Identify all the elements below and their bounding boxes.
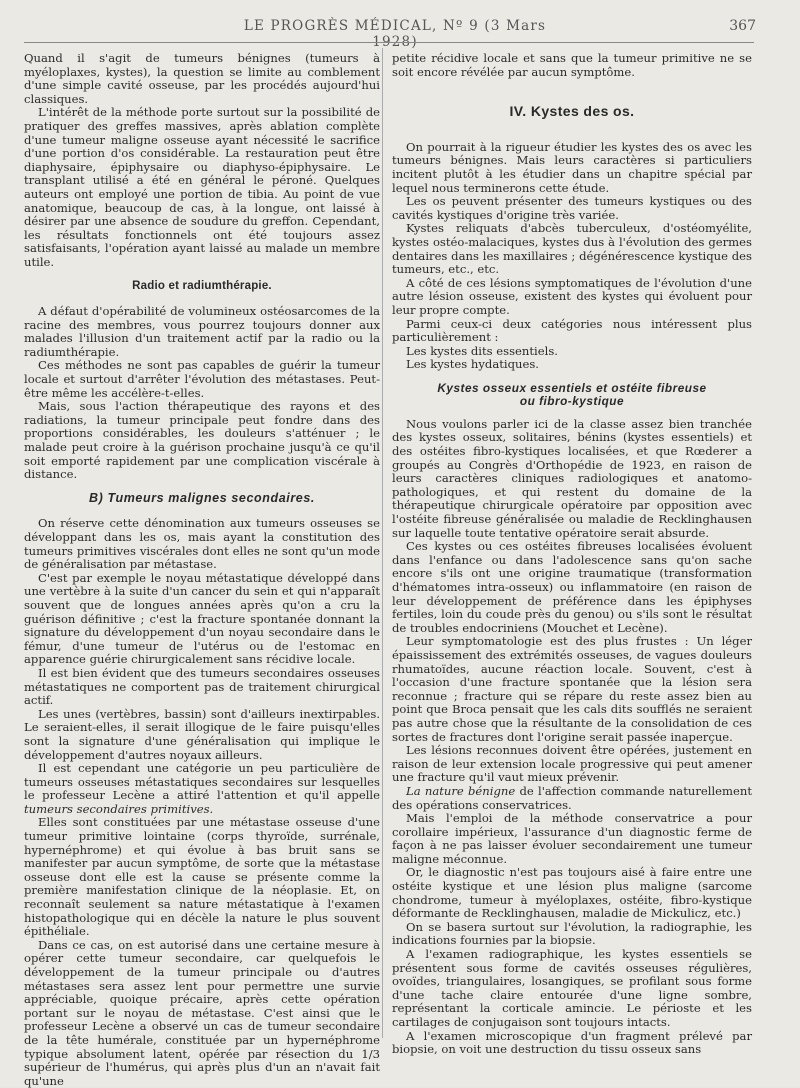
paragraph: A l'examen microscopique d'un fragment prélevé par biopsie, on voit une destruction du tissu osseux sans — [392, 1028, 752, 1057]
paragraph: Nous voulons parler ici de la classe assez bien tranchée des kystes osseux, solitaires, bénins (kystes essentiels) et des ostéites fibro-kystiques localisées, et que Rœderer a groupés au Congrès d'Orthopédie de 1923, en raison de leurs caractères cliniques radiologiques et anatomo-pathologiques, et qui restent du domaine de la thérapeutique chirurgicale opératoire par opposition avec l'ostéite fibreuse généralisée ou maladie de Recklinghausen sur laquelle toute tentative opératoire serait absurde. — [392, 416, 752, 540]
section-heading-bone-cysts: IV. Kystes des os. — [509, 103, 635, 120]
paragraph: Dans ce cas, on est autorisé dans une certaine mesure à opérer cette tumeur secondaire, car quelquefois le développement de la tumeur principale ou d'autres métastases sera assez lent pour permettre une survie appréciable, quoique précaire, après cette opération portant sur le noyau de métastase. C'est ainsi que le professeur Lecène a observé un cas de tumeur secondaire de la tête humérale, constituée par un hypernéphrome typique absolument latent, opérée par résection du 1/3 supérieur de l'humérus, qui après plus d'un an n'avait fait qu'une — [24, 937, 380, 1088]
paragraph: Kystes reliquats d'abcès tuberculeux, d'ostéomyélite, kystes ostéo-malaciques, kystes dus à l'évolution des germes dentaires dans les maxillaires ; dégénérescence kystique des tumeurs, etc., etc. — [392, 221, 752, 277]
paragraph: Leur symptomatologie est des plus frustes : Un léger épaississement des extrémités osseuses, de vagues douleurs rhumatoïdes, aucune réaction locale. Souvent, c'est à l'occasion d'une fracture spontanée que la lésion sera reconnue ; fracture qui se répare du reste assez bien au point que Broca pensait que les cals dits soufflés ne seraient pas autre chose que la résultante de la consolidation de ces sortes de fractures dont l'origine serait passée inaperçue. — [392, 634, 752, 744]
paragraph: On se basera surtout sur l'évolution, la radiographie, les indications fournies par la biopsie. — [392, 919, 752, 948]
paragraph-text: Il est cependant une catégorie un peu particulière de tumeurs osseuses métastatiques secondaires sur lesquelles le professeur Lecène a attiré l'attention et qu'il appelle — [24, 761, 380, 803]
column-divider — [382, 48, 383, 1038]
list-item: Les kystes dits essentiels. — [406, 343, 558, 358]
paragraph: Les unes (vertèbres, bassin) sont d'ailleurs inextirpables. Le seraient-elles, il serait illogique de le faire puisqu'elles sont la signature d'une généralisation qui implique le développement d'autres noyaux ailleurs. — [24, 706, 380, 762]
heading-line: ou fibro-kystique — [519, 393, 625, 408]
paragraph: Mais, sous l'action thérapeutique des rayons et des radiations, la tumeur principale peut fondre dans des proportions considérables, les douleurs s'atténuer ; le malade peut croire à la guérison prochaine jusqu'à ce qu'il soit emporté rapidement par une complication viscérale à distance. — [24, 399, 380, 482]
paragraph: petite récidive locale et sans que la tumeur primitive ne se soit encore révélée par aucun symptôme. — [392, 51, 752, 79]
list-item: Les kystes hydatiques. — [406, 357, 539, 372]
paragraph: Elles sont constituées par une métastase osseuse d'une tumeur primitive lointaine (corps thyroïde, surrénale, hypernéphrome) et qui évolue à bas bruit sans se manifester par aucun symptôme, de sorte que la métastase osseuse dont elle est la cause se présente comme la première manifestation clinique de la néoplasie. Et, on reconnaît seulement sa nature métastatique à l'examen histopathologique qui en décèle la nature le plus souvent épithéliale. — [24, 815, 380, 939]
paragraph: A défaut d'opérabilité de volumineux ostéosarcomes de la racine des membres, vous pourrez toujours donner aux malades l'illusion d'un traitement actif par la radio ou la radiumthérapie. — [24, 304, 380, 359]
left-column — [24, 52, 380, 1088]
paragraph: Or, le diagnostic n'est pas toujours aisé à faire entre une ostéite kystique et une lésion plus maligne (sarcome chondrome, tumeur à myéloplaxes, ostéite, fibro-kystique déformante de Recklinghausen, maladie de Mickulicz, etc.) — [392, 865, 752, 921]
paragraph — [392, 785, 752, 812]
italic-term: tumeurs secondaires primitives. — [24, 801, 214, 816]
paragraph: A l'examen radiographique, les kystes essentiels se présentent sous forme de cavités osseuses régulières, ovoïdes, triangulaires, losangiques, se profilant sous forme d'une tache claire entourée d'une ligne sombre, représentant la corticale amincie. Le périoste et les cartilages de conjugaison sont toujours intacts. — [392, 947, 752, 1029]
header-rule — [24, 42, 754, 43]
section-heading-essential-cysts — [392, 382, 752, 408]
page-header — [0, 18, 800, 50]
paragraph: Les lésions reconnues doivent être opérées, justement en raison de leur extension locale progressive qui peut amener une fracture qu'il vaut mieux prévenir. — [392, 743, 752, 785]
paragraph: Les os peuvent présenter des tumeurs kystiques ou des cavités kystiques d'origine très variée. — [392, 194, 752, 222]
paragraph: Ces kystes ou ces ostéites fibreuses localisées évoluent dans l'enfance ou dans l'adolescence sans qu'on sache encore s'ils ont une origine traumatique (transformation d'hématomes intra-osseux) ou inflammatoire (en raison de leur développement de préférence dans les épiphyses fertiles, loin du coude près du genou) ou s'ils sont le résultat de troubles endocriniens (Mouchet et Lecène). — [392, 539, 752, 635]
paragraph: Il est bien évident que des tumeurs secondaires osseuses métastatiques ne comportent pas de traitement chirurgical actif. — [24, 665, 380, 708]
paragraph: Quand il s'agit de tumeurs bénignes (tumeurs à myéloplaxes, kystes), la question se limite au comblement d'une simple cavité osseuse, par les procédés aujourd'hui classiques. — [24, 51, 380, 106]
section-heading-radio: Radio et radiumthérapie. — [132, 279, 272, 292]
paragraph-text: de l'affection commande naturellement des opérations conservatrices. — [392, 783, 752, 812]
right-column — [392, 52, 752, 1057]
paragraph: On pourrait à la rigueur étudier les kystes des os avec les tumeurs bénignes. Mais leurs caractères si particuliers incitent plutôt à les étudier dans un chapitre spécial par lequel nous terminerons cette étude. — [392, 139, 752, 195]
heading-line: Kystes osseux essentiels et ostéite fibreuse — [437, 380, 707, 395]
paragraph: Mais l'emploi de la méthode conservatrice a pour corollaire impérieux, l'assurance d'un diagnostic ferme de façon à ne pas laisser évoluer secondairement une tumeur maligne méconnue. — [392, 811, 752, 866]
paragraph: C'est par exemple le noyau métastatique développé dans une vertèbre à la suite d'un cancer du sein et qui n'apparaît souvent que de longues années après qu'on a cru la guérison définitive ; c'est la fracture spontanée donnant la signature du développement d'un noyau secondaire dans le fémur, d'une tumeur de l'utérus ou de l'estomac en apparence guérie chirurgicalement sans récidive locale. — [24, 570, 380, 667]
paragraph — [24, 762, 380, 816]
italic-term: La nature bénigne — [406, 783, 516, 798]
paragraph: L'intérêt de la méthode porte surtout sur la possibilité de pratiquer des greffes massives, après ablation complète d'une tumeur maligne osseuse ayant nécessité le sacrifice d'une portion d'os considérable. La restauration peut être diaphysaire, épiphysaire ou diaphyso-épiphysaire. Le transplant utilisé a été en général le péroné. Quelques auteurs ont employé une portion de tibia. Au point de vue anatomique, beaucoup de cas, à la longue, ont laissé à désirer par une absence de soudure du greffon. Cependant, les résultats fonctionnels ont été toujours assez satisfaisants, l'opération ayant laissé au malade un membre utile. — [24, 105, 380, 269]
paragraph: Ces méthodes ne sont pas capables de guérir la tumeur locale et surtout d'arrêter l'évolution des métastases. Peut-être même les accélère-t-elles. — [24, 358, 380, 400]
paragraph: On réserve cette dénomination aux tumeurs osseuses se développant dans les os, mais ayant la constitution des tumeurs primitives viscérales dont elles ne sont qu'un mode de généralisation par métastase. — [24, 516, 380, 572]
paragraph: Parmi ceux-ci deux catégories nous intéressent plus particulièrement : — [392, 316, 752, 345]
page-number: 367 — [729, 18, 756, 34]
paragraph: A côté de ces lésions symptomatiques de l'évolution d'une autre lésion osseuse, existent des kystes qui évoluent pour leur propre compte. — [392, 275, 752, 317]
section-heading-secondary-tumors: B) Tumeurs malignes secondaires. — [89, 490, 315, 505]
running-head: LE PROGRÈS MÉDICAL, Nº 9 (3 Mars 1928) — [243, 18, 547, 50]
